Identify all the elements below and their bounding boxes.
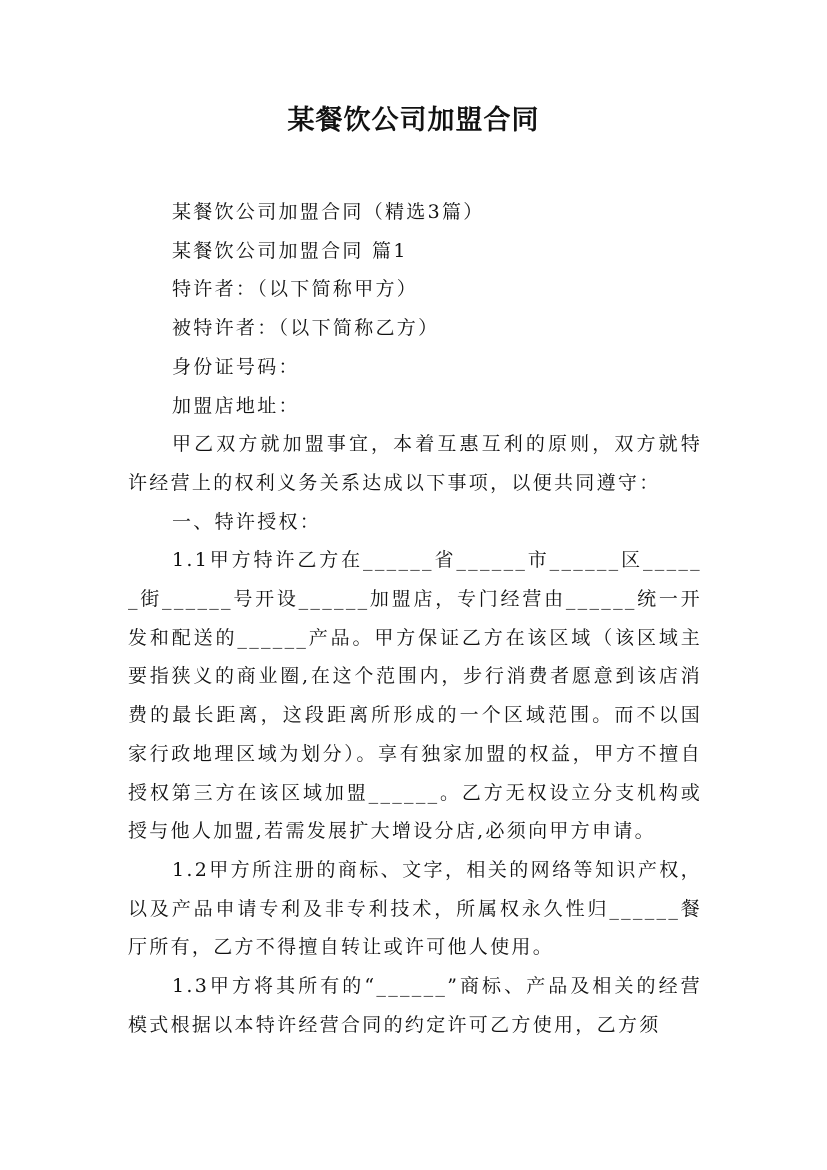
paragraph-clause-1-1: 1.1甲方特许乙方在______省______市______区______街______号开设______加盟店，专门经营由______统一开发和配送的______产品。甲方保证乙方在该区域（该区域主要指狭义的商业圈,在这个范围内，步行消费者愿意到该店消费的最长距离，这段距离所形成的一个区域范围。而不以国家行政地理区域为划分）。享有独家加盟的权益，甲方不擅自授权第三方在该区域加盟______。乙方无权设立分支机构或授与他人加盟,若需发展扩大增设分店,必须向甲方申请。 <box>128 549 702 843</box>
paragraph-franchisor: 特许者：（以下简称甲方） <box>172 278 419 301</box>
paragraph-id-number: 身份证号码： <box>172 355 300 378</box>
paragraph-clause-1-2: 1.2甲方所注册的商标、文字，相关的网络等知识产权，以及产品申请专利及非专利技术，所属权永久性归______餐厅所有，乙方不得擅自转让或许可他人使用。 <box>128 858 702 959</box>
paragraph-subtitle: 某餐饮公司加盟合同（精选3篇） <box>172 201 485 223</box>
paragraph-clause-1-3: 1.3甲方将其所有的“______”商标、产品及相关的经营模式根据以本特许经营合同的约定许可乙方使用，乙方须 <box>128 975 702 1036</box>
paragraph-section-heading: 某餐饮公司加盟合同 篇1 <box>172 239 408 262</box>
document-body <box>128 193 702 1044</box>
paragraph-clause-heading: 一、特许授权： <box>172 510 322 533</box>
document-title: 某餐饮公司加盟合同 <box>287 105 540 136</box>
paragraph-franchisee: 被特许者：（以下简称乙方） <box>172 317 440 340</box>
paragraph-preamble: 甲乙双方就加盟事宜，本着互惠互利的原则，双方就特许经营上的权利义务关系达成以下事项，以便共同遵守： <box>128 433 702 494</box>
paragraph-store-address: 加盟店地址： <box>172 394 300 417</box>
